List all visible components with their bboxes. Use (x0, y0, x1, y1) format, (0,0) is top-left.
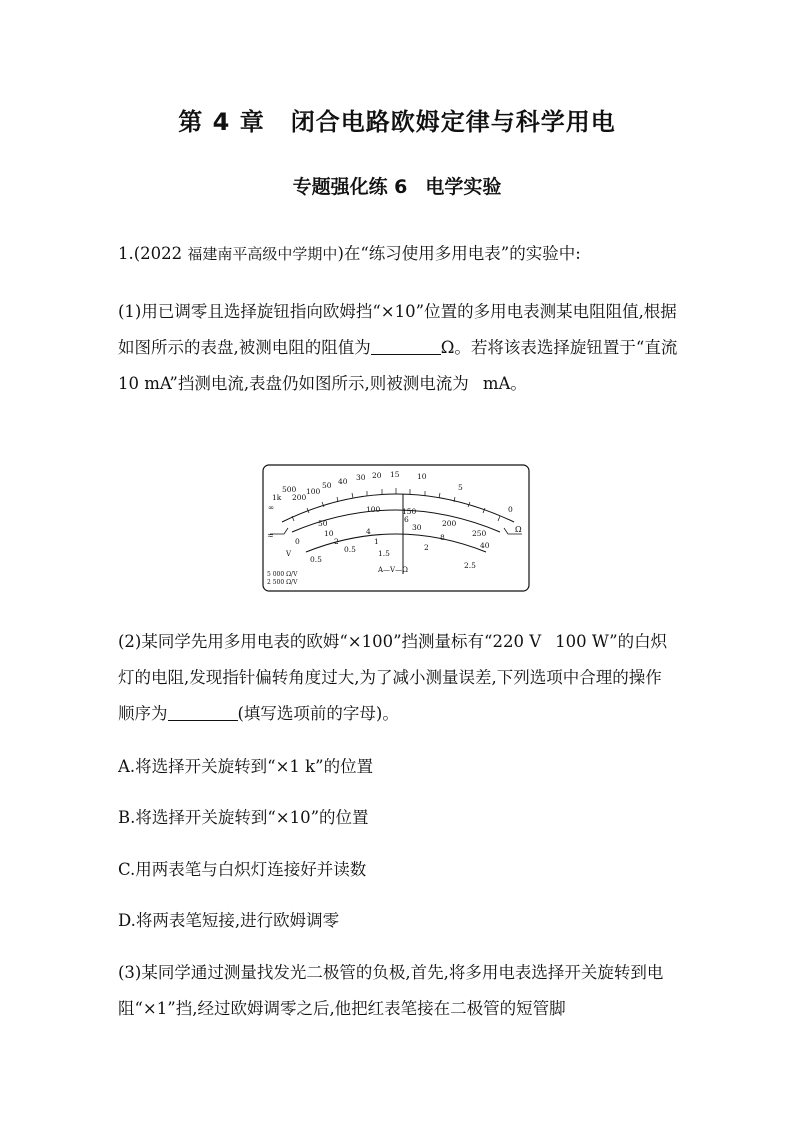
part-2 (118, 624, 678, 732)
chapter-title (0, 102, 794, 137)
option-b: B.将选择开关旋转到“×10”的位置 (118, 808, 369, 827)
ohm-label-30: 30 (356, 473, 366, 482)
question-source: 福建南平高级中学期中 (187, 245, 338, 263)
question-1-stem (118, 236, 678, 272)
dc-left-0-5b: 0.5 (310, 555, 322, 564)
option-c: C.用两表笔与白炽灯连接好并读数 (118, 860, 367, 879)
part-2-text-c: (填写选项前的字母)。 (237, 704, 399, 723)
ohm-label-200: 200 (292, 493, 307, 502)
spec-line-1: 5 000 Ω/V (267, 571, 298, 578)
ohm-label-5: 5 (458, 483, 463, 492)
label-omega: Ω (515, 525, 522, 534)
part-3: (3)某同学通过测量找发光二极管的负极,首先,将多用电表选择开关旋转到电阻“×1”挡,经过欧姆调零之后,他把红表笔接在二极管的短管脚 (118, 963, 664, 1018)
answer-blank-resistance[interactable] (371, 338, 441, 355)
ohm-label-50: 50 (322, 481, 332, 490)
part-1 (118, 294, 678, 402)
dc-mid-250: 250 (472, 529, 487, 538)
dc-mid-8: 8 (440, 533, 445, 542)
label-v: V (286, 550, 292, 558)
part-1-text-b: Ω。若将该表选择旋钮置于“直流 10 mA”挡测电流,表盘仍如图所示,则被测电流为 (118, 338, 678, 393)
ohm-label-0: 0 (508, 505, 513, 514)
dc-mid-30: 30 (412, 523, 422, 532)
dc-left-10: 10 (324, 529, 334, 538)
dc-mid-150: 150 (402, 507, 417, 516)
dc-mid-6: 6 (404, 515, 409, 524)
ohm-label-100: 100 (306, 487, 321, 496)
dc-left-4: 4 (366, 527, 371, 536)
multimeter-dial-figure (262, 464, 530, 592)
label-mode: A—V—Ω (378, 566, 408, 574)
dc-mid-2: 2 (424, 543, 429, 552)
dc-mid-2-5: 2.5 (464, 561, 476, 570)
question-number: 1.(2022 (118, 244, 183, 263)
part-1-text-a: (1)用已调零且选择旋钮指向欧姆挡“×10”位置的多用电表测某电阻阻值,根据如图所示的表盘,被测电阻的阻值为 (118, 302, 677, 357)
dc-left-0-5: 0.5 (344, 545, 356, 554)
ohm-label-15: 15 (390, 470, 400, 479)
part-2-text-b: 100 W”的白炽灯的电阻,发现指针偏转角度过大,为了减小测量误差,下列选项中合理的操作顺序为 (118, 632, 668, 723)
part-1-text-c: mA。 (482, 374, 527, 393)
section-name: 电学实验 (425, 176, 502, 198)
dc-left-1-5: 1.5 (378, 549, 390, 558)
dc-mid-200: 200 (442, 519, 457, 528)
chapter-label: 第 4 章 (178, 108, 265, 136)
ohm-label-20: 20 (372, 471, 382, 480)
dc-left-1: 1 (374, 537, 379, 546)
answer-blank-order[interactable] (168, 704, 238, 721)
dc-left-2: 2 (334, 537, 339, 546)
ohm-label-inf: ∞ (268, 503, 275, 512)
section-label: 专题强化练 6 (292, 176, 408, 198)
dc-mid-100: 100 (366, 505, 381, 514)
chapter-name: 闭合电路欧姆定律与科学用电 (290, 108, 616, 136)
ohm-label-500: 500 (282, 485, 297, 494)
option-d: D.将两表笔短接,进行欧姆调零 (118, 911, 340, 930)
label-z: ≂ (267, 531, 274, 540)
ohm-label-1k: 1k (272, 493, 282, 502)
part-2-text-a: (2)某同学先用多用电表的欧姆“×100”挡测量标有“220 V (118, 632, 542, 651)
option-a: A.将选择开关旋转到“×1 k”的位置 (118, 757, 374, 776)
question-stem: )在“练习使用多用电表”的实验中: (337, 244, 581, 263)
ohm-label-40: 40 (338, 477, 348, 486)
section-title (0, 172, 794, 199)
dc-mid-40: 40 (480, 541, 490, 550)
dc-left-0: 0 (295, 537, 300, 546)
dc-left-50: 50 (318, 519, 328, 528)
ohm-label-10: 10 (417, 472, 427, 481)
spec-line-2: 2 500 Ω/V (267, 579, 298, 586)
